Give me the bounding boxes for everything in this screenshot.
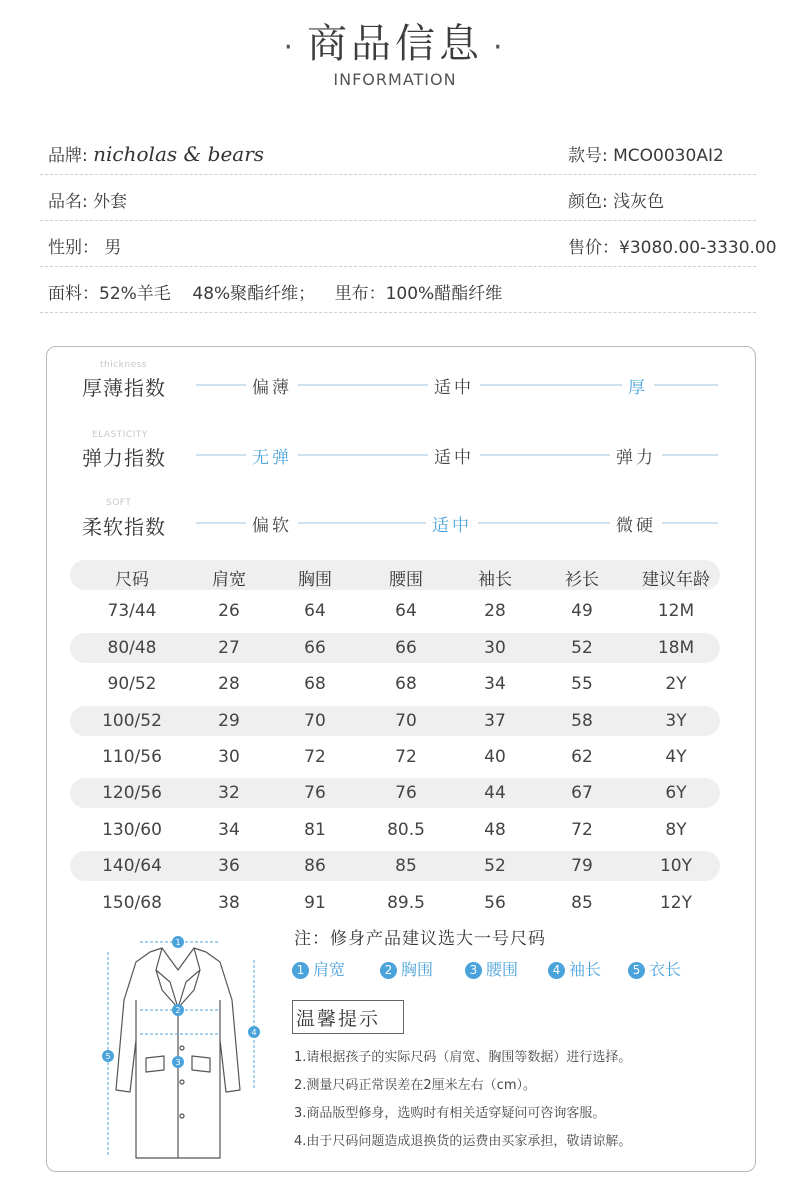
index-sub-label: thickness [100,360,148,370]
table-cell: 72 [395,747,417,767]
svg-text:5: 5 [105,1052,111,1061]
table-cell: 140/64 [102,856,162,877]
style-number: 款号: MCO0030AI2 [568,146,724,166]
coat-illustration-icon [100,930,270,1160]
legend-item-waist: 3 腰围 [465,957,518,980]
table-cell: 32 [218,783,240,804]
brand-label: 品牌: [48,146,88,166]
index-option-active: 厚 [622,373,654,398]
table-cell: 70 [395,710,417,731]
index-option: 适中 [428,373,480,398]
table-cell: 150/68 [102,892,162,913]
table-cell: 64 [395,601,417,622]
table-header-cell: 衫长 [565,570,599,590]
index-option: 微硬 [610,511,662,536]
svg-text:4: 4 [251,1028,257,1037]
index-label: 柔软指数 [82,515,166,539]
table-cell: 76 [395,783,417,804]
title-dot-right: · [493,30,507,65]
table-cell: 86 [304,856,326,877]
table-cell: 66 [395,637,417,658]
table-cell: 10Y [659,856,693,877]
table-cell: 8Y [665,819,687,840]
table-cell: 72 [571,819,593,840]
product-gender: 性别： 男 [48,238,122,258]
tip-item: 2.测量尺码正常误差在2厘米左右（cm）。 [294,1078,536,1093]
legend-item-sleeve: 4 袖长 [548,957,601,980]
product-name: 品名: 外套 [48,192,128,212]
table-cell: 30 [218,747,240,767]
table-cell: 91 [304,892,326,913]
index-option-active: 无弹 [246,443,298,468]
table-cell: 85 [571,892,593,913]
index-option: 适中 [428,443,480,468]
table-cell: 18M [657,637,695,658]
table-cell: 79 [571,856,593,877]
index-option: 偏薄 [246,373,298,398]
brand-value: nicholas & bears [93,142,265,166]
table-cell: 130/60 [102,819,162,840]
table-cell: 80/48 [107,637,157,658]
table-cell: 29 [218,710,240,731]
table-cell: 80.5 [387,819,425,840]
table-header-cell: 肩宽 [212,570,246,590]
page-title [0,12,790,69]
table-cell: 52 [571,637,593,658]
brand-field [48,141,264,166]
legend-item-length: 5 衣长 [628,957,681,980]
index-sub-label: ELASTICITY [92,430,148,440]
table-cell: 28 [218,674,240,695]
product-color: 颜色: 浅灰色 [568,192,665,212]
table-header-cell: 腰围 [389,570,423,590]
table-header-cell: 胸围 [298,570,332,590]
table-header-cell: 建议年龄 [642,570,710,590]
table-cell: 90/52 [107,674,157,695]
table-cell: 56 [484,892,506,913]
table-cell: 48 [484,819,506,840]
table-cell: 85 [395,856,417,877]
table-cell: 58 [571,710,593,731]
legend-item-chest: 2 胸围 [380,957,433,980]
title-text: 商品信息 [307,21,483,67]
page-subtitle: INFORMATION [333,70,457,89]
table-cell: 120/56 [102,783,162,804]
index-label: 弹力指数 [82,446,166,470]
table-cell: 34 [484,674,506,695]
table-cell: 6Y [665,783,687,804]
table-cell: 40 [484,747,506,767]
table-cell: 27 [218,637,240,658]
table-cell: 12M [657,601,695,622]
table-cell: 100/52 [102,710,162,731]
table-cell: 4Y [665,747,687,767]
table-cell: 30 [484,637,506,658]
table-cell: 67 [571,783,593,804]
table-cell: 68 [395,674,417,695]
tips-title: 温馨提示 [296,1008,381,1030]
table-cell: 37 [484,710,506,731]
index-sub-label: SOFT [106,498,132,508]
table-cell: 55 [571,674,593,695]
svg-text:3: 3 [175,1058,181,1067]
info-row-name [40,174,756,221]
table-cell: 28 [484,601,506,622]
table-cell: 2Y [665,674,687,695]
info-row-brand [40,128,756,175]
table-cell: 26 [218,601,240,622]
tip-item: 1.请根据孩子的实际尺码（肩宽、胸围等数据）进行选择。 [294,1050,632,1065]
index-option: 弹力 [610,443,662,468]
table-cell: 76 [304,783,326,804]
title-dot-left: · [283,30,297,65]
table-cell: 70 [304,710,326,731]
table-cell: 44 [484,783,506,804]
index-option: 偏软 [246,511,298,536]
table-cell: 52 [484,856,506,877]
table-cell: 36 [218,856,240,877]
info-row-fabric [40,266,756,313]
table-cell: 66 [304,637,326,658]
tip-item: 4.由于尺码问题造成退换货的运费由买家承担，敬请谅解。 [294,1134,632,1149]
table-cell: 64 [304,601,326,622]
legend-item-shoulder: 1 肩宽 [292,957,345,980]
table-cell: 38 [218,892,240,913]
index-label: 厚薄指数 [82,376,166,400]
table-cell: 34 [218,819,240,840]
table-cell: 49 [571,601,593,622]
table-cell: 110/56 [102,747,162,767]
table-cell: 12Y [659,892,693,913]
index-option-active: 适中 [426,511,478,536]
table-header-cell: 尺码 [115,570,149,590]
lining-text: 里布：100%醋酯纤维 [334,284,503,304]
info-row-gender [40,220,777,267]
table-cell: 81 [304,819,326,840]
table-cell: 72 [304,747,326,767]
table-cell: 62 [571,747,593,767]
fabric-field [48,279,516,304]
svg-text:1: 1 [175,938,181,947]
table-cell: 3Y [665,710,687,731]
table-cell: 68 [304,674,326,695]
product-price: 售价：¥3080.00-3330.00 [568,238,777,258]
table-header-cell: 袖长 [478,570,512,590]
table-cell: 73/44 [107,601,157,622]
svg-text:2: 2 [175,1006,181,1015]
fit-note: 注：修身产品建议选大一号尺码 [294,929,546,949]
tip-item: 3.商品版型修身，选购时有相关适穿疑问可咨询客服。 [294,1106,606,1121]
table-cell: 89.5 [387,892,425,913]
fabric-text: 面料：52%羊毛 48%聚酯纤维； [48,284,316,304]
